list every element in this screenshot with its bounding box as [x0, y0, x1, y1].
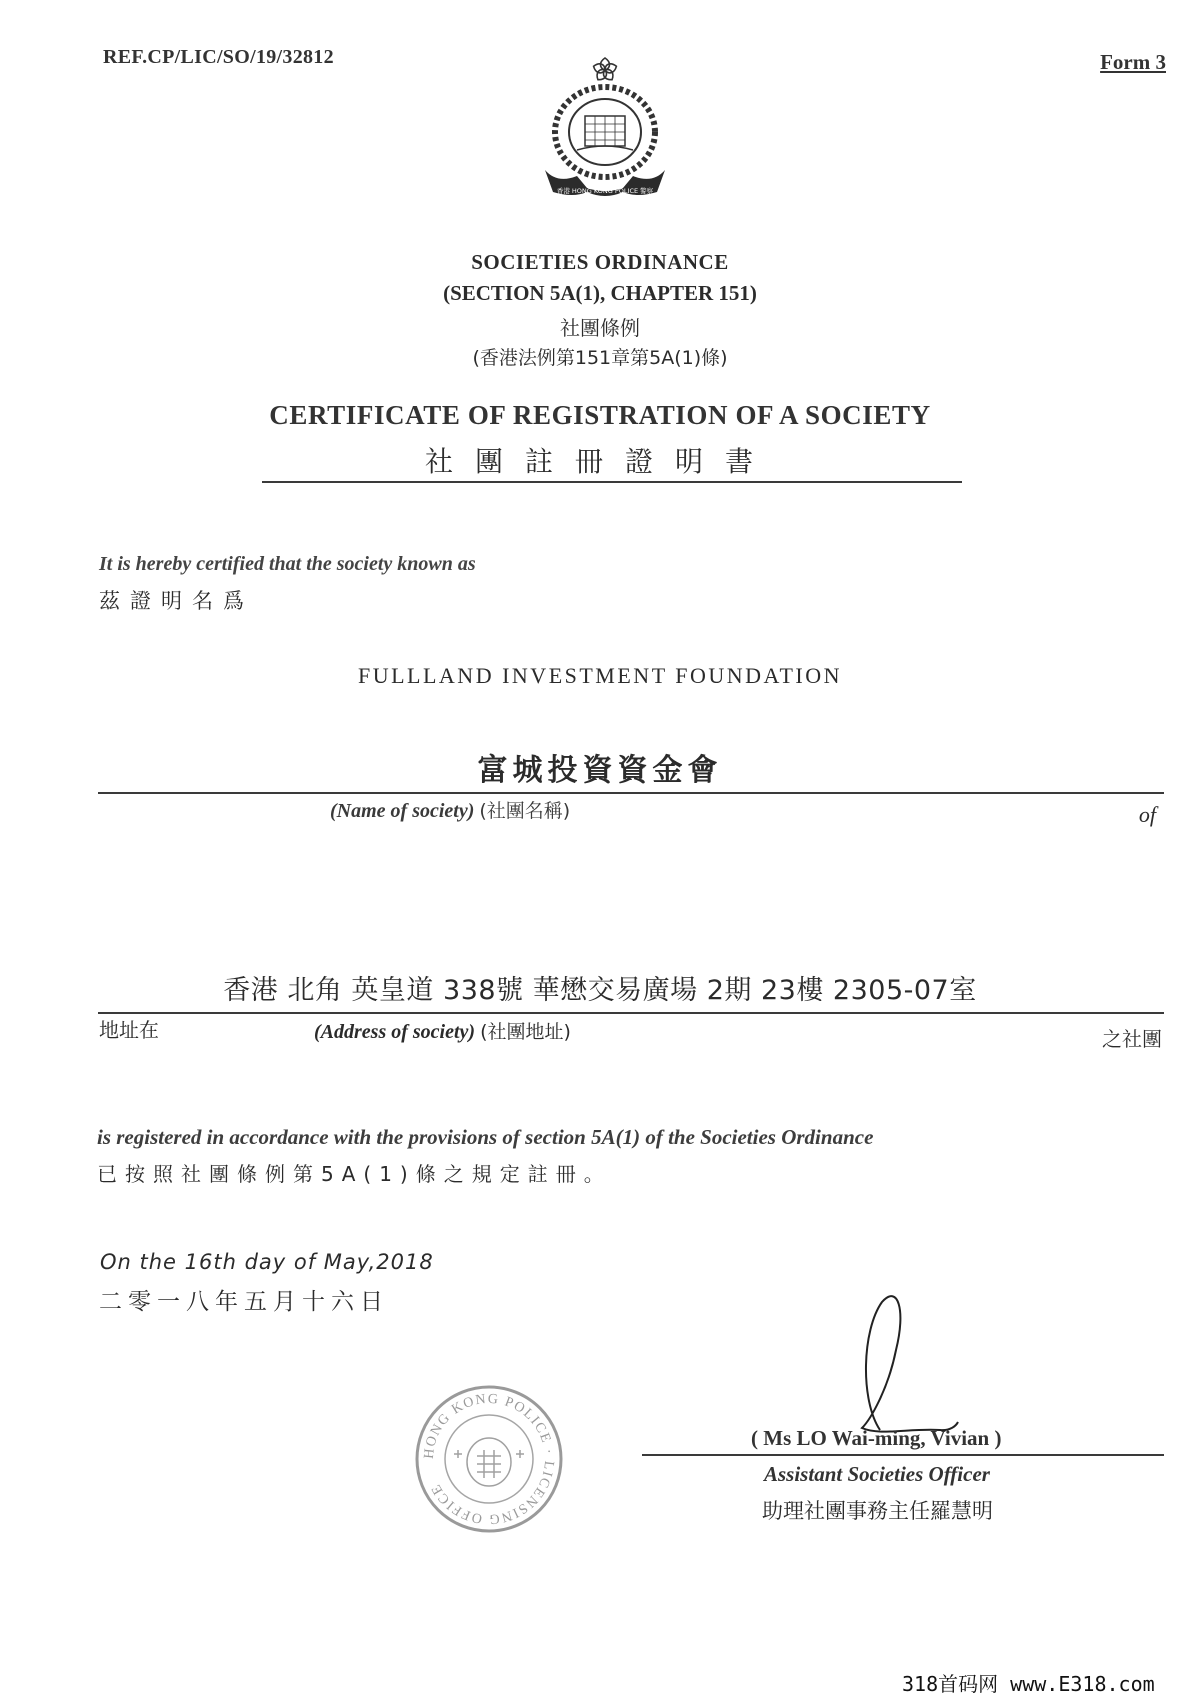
- form-number: Form 3: [1100, 50, 1166, 74]
- certificate-title-en: CERTIFICATE OF REGISTRATION OF A SOCIETY: [269, 400, 931, 430]
- address-suffix: 之社團: [1102, 1027, 1162, 1051]
- licensing-office-stamp-icon: [414, 1384, 564, 1534]
- ordinance-section-zh: (香港法例第151章第5A(1)條): [472, 347, 728, 369]
- signatory-name: ( Ms LO Wai-ming, Vivian ): [751, 1426, 1002, 1450]
- svg-text:HONG KONG POLICE · LICENSING O: [422, 1392, 556, 1526]
- address-field-label: [314, 1017, 571, 1044]
- registration-statement-zh: 已按照社團條例第5A(1)條之規定註冊。: [97, 1162, 612, 1186]
- address-label-zh: (社團地址): [480, 1021, 571, 1043]
- police-crest-icon: [537, 52, 673, 202]
- signatory-title-zh: 助理社團事務主任羅慧明: [762, 1499, 993, 1523]
- address-prefix: 地址在: [99, 1018, 159, 1042]
- society-address: 香港 北角 英皇道 338號 華懋交易廣場 2期 23樓 2305-07室: [223, 975, 977, 1006]
- certify-statement-en: It is hereby certified that the society known as: [99, 553, 476, 575]
- ordinance-title-zh: 社團條例: [560, 316, 640, 340]
- issue-date-en: On the 16th day of May,2018: [100, 1250, 434, 1274]
- issue-date-zh: 二零一八年五月十六日: [99, 1289, 389, 1315]
- name-field-label: [330, 796, 570, 823]
- crest-ribbon-text: [557, 186, 654, 195]
- handwritten-signature-icon: [840, 1290, 960, 1440]
- name-label-en: (Name of society): [330, 800, 475, 822]
- footer-watermark: 318首码网 www.E318.com: [902, 1672, 1155, 1696]
- certify-statement-zh: 茲證明名爲: [99, 589, 254, 613]
- signatory-title-en: Assistant Societies Officer: [764, 1462, 990, 1486]
- of-connector: of: [1138, 802, 1156, 827]
- signature-line: [642, 1454, 1164, 1456]
- society-name-zh: 富城投資資金會: [477, 753, 723, 788]
- ordinance-section-en: (SECTION 5A(1), CHAPTER 151): [443, 281, 757, 305]
- registration-statement-en: is registered in accordance with the provisions of section 5A(1) of the Societies Ordinance: [97, 1125, 874, 1149]
- name-underline: [98, 792, 1164, 794]
- address-underline: [98, 1012, 1164, 1014]
- certificate-title-zh: 社團註冊證明書: [424, 445, 775, 478]
- name-label-zh: (社團名稱): [479, 800, 571, 822]
- address-label-en: (Address of society): [314, 1021, 476, 1043]
- reference-number: REF.CP/LIC/SO/19/32812: [103, 46, 334, 68]
- svg-text:香港 HONG KONG POLICE 警察: 香港 HONG KONG POLICE 警察: [556, 187, 654, 195]
- ordinance-title-en: SOCIETIES ORDINANCE: [471, 250, 729, 274]
- stamp-ring-text: HONG KONG POLICE · LICENSING OFFICE: [421, 1391, 557, 1527]
- society-name-en: FULLLAND INVESTMENT FOUNDATION: [357, 663, 843, 688]
- title-divider: [262, 481, 962, 483]
